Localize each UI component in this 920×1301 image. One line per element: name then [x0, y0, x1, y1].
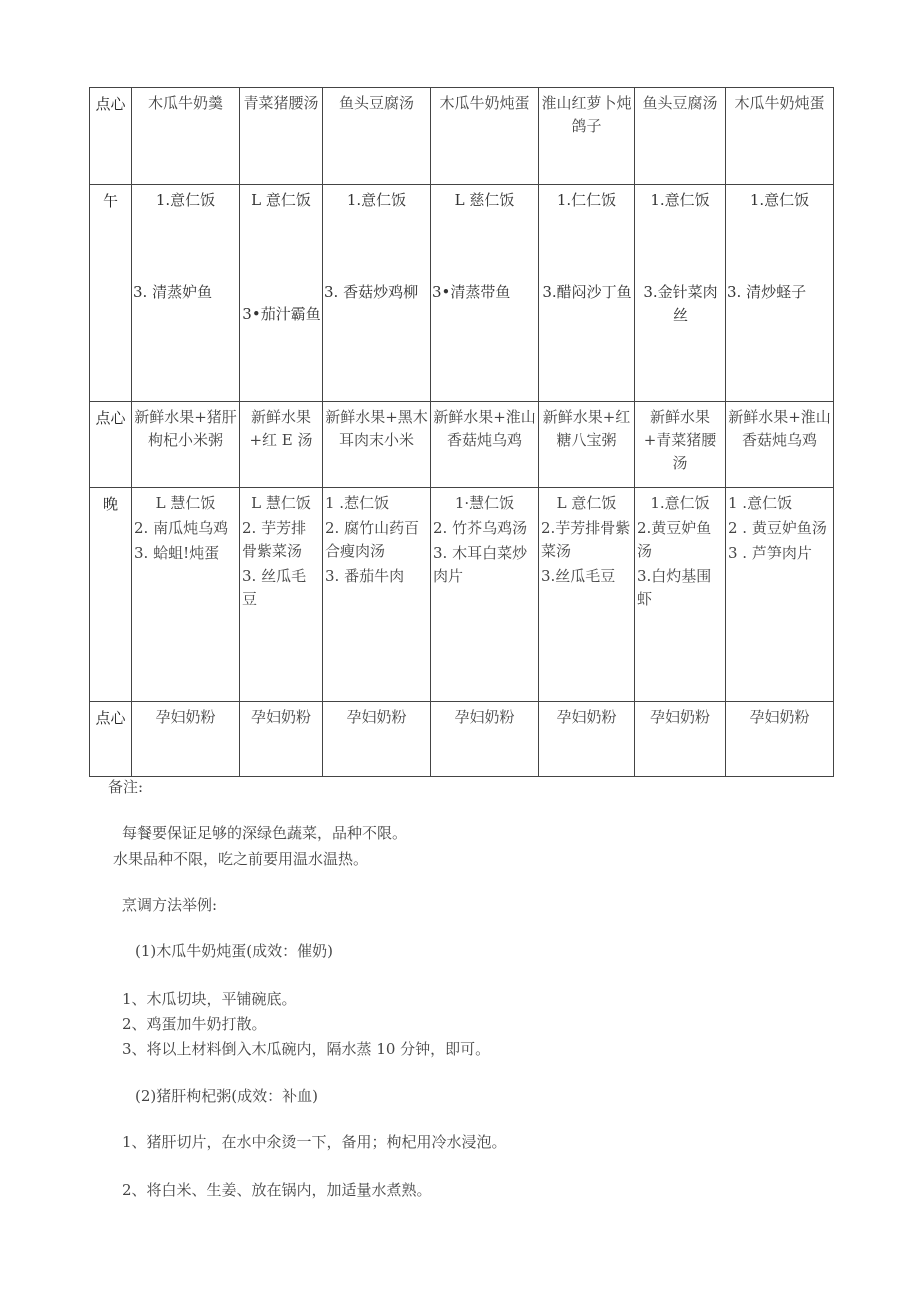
menu-cell	[240, 185, 323, 402]
notes-line: 每餐要保证足够的深绿色蔬菜，品种不限。	[122, 824, 408, 842]
dish: 3.丝瓜毛豆	[541, 567, 616, 585]
dish: 3. 木耳白菜炒肉片	[433, 544, 528, 585]
menu-cell	[539, 488, 635, 702]
recipe-title: (1)木瓜牛奶炖蛋(成效：催奶)	[135, 942, 333, 960]
menu-cell: 新鲜水果+猪肝枸杞小米粥	[132, 402, 240, 488]
dish: L 慧仁饭	[155, 494, 216, 512]
menu-cell	[132, 488, 240, 702]
dinner-row	[90, 488, 834, 702]
dish-main: 3•清蒸带鱼	[432, 283, 511, 301]
row-label: 点心	[90, 402, 132, 488]
snack-row-morning	[90, 88, 834, 185]
menu-cell: 新鲜水果+青菜猪腰汤	[635, 402, 726, 488]
dish: 1 .意仁饭	[728, 494, 793, 512]
menu-cell	[726, 488, 834, 702]
menu-cell	[323, 488, 431, 702]
menu-cell: 新鲜水果+黑木耳肉末小米	[323, 402, 431, 488]
dish-rice: L 意仁饭	[251, 191, 311, 209]
dish: L 意仁饭	[556, 494, 617, 512]
recipe-title: (2)猪肝枸杞粥(成效：补血)	[135, 1087, 318, 1105]
dish: 2. 腐竹山药百合瘦肉汤	[325, 519, 420, 560]
dish: 3. 丝瓜毛豆	[242, 567, 307, 608]
snack-row-afternoon	[90, 402, 834, 488]
menu-cell	[726, 185, 834, 402]
menu-cell: 木瓜牛奶羹	[132, 88, 240, 185]
dish-rice: 1.意仁饭	[650, 191, 710, 209]
menu-cell: 木瓜牛奶炖蛋	[726, 88, 834, 185]
menu-cell	[431, 185, 539, 402]
menu-cell	[323, 185, 431, 402]
menu-cell: 淮山红萝卜炖鸽子	[539, 88, 635, 185]
dish-main: 3.醋闷沙丁鱼	[542, 283, 632, 301]
dish-rice: 1.仁仁饭	[556, 191, 617, 209]
dish-rice: 1.意仁饭	[155, 191, 216, 209]
menu-cell: 孕妇奶粉	[539, 702, 635, 777]
menu-cell	[635, 488, 726, 702]
dish-rice: 1.意仁饭	[749, 191, 810, 209]
menu-cell: 孕妇奶粉	[323, 702, 431, 777]
dish: 1·慧仁饭	[454, 494, 515, 512]
recipe-step: 3、将以上材料倒入木瓜碗内，隔水蒸 10 分钟，即可。	[122, 1040, 491, 1058]
recipe-step: 2、鸡蛋加牛奶打散。	[122, 1015, 267, 1033]
row-label: 点心	[90, 88, 132, 185]
dish: 3. 蛤蛆!炖蛋	[134, 544, 220, 562]
meal-plan-table	[89, 87, 834, 777]
dish: 2.芋芳排骨紫菜汤	[541, 519, 631, 560]
dish: 2 . 黄豆妒鱼汤	[728, 519, 827, 537]
dish: 1.意仁饭	[650, 494, 710, 512]
menu-cell: 新鲜水果+红糖八宝粥	[539, 402, 635, 488]
menu-cell	[240, 488, 323, 702]
menu-cell: 孕妇奶粉	[240, 702, 323, 777]
dish-main: 3. 清蒸妒鱼	[133, 283, 213, 301]
menu-cell: 新鲜水果+红 E 汤	[240, 402, 323, 488]
snack-row-night	[90, 702, 834, 777]
menu-cell: 孕妇奶粉	[431, 702, 539, 777]
notes-line: 水果品种不限，吃之前要用温水温热。	[113, 850, 369, 868]
dish-rice: 1.意仁饭	[346, 191, 407, 209]
row-label: 点心	[90, 702, 132, 777]
menu-cell: 孕妇奶粉	[635, 702, 726, 777]
menu-cell	[539, 185, 635, 402]
menu-cell: 孕妇奶粉	[726, 702, 834, 777]
dish-main: 3•茄汁霸鱼	[242, 305, 321, 323]
menu-cell: 鱼头豆腐汤	[323, 88, 431, 185]
dish: 2. 南瓜炖乌鸡	[134, 519, 229, 537]
dish-rice: L 慈仁饭	[454, 191, 515, 209]
menu-cell: 新鲜水果+淮山香菇炖乌鸡	[431, 402, 539, 488]
dish-main: 3. 清炒蛏子	[727, 283, 807, 301]
menu-cell	[431, 488, 539, 702]
row-label: 午	[90, 185, 132, 402]
menu-cell	[132, 185, 240, 402]
recipe-step: 1、猪肝切片，在水中氽烫一下，备用；枸杞用冷水浸泡。	[122, 1133, 507, 1151]
dish: 1 .惹仁饭	[325, 494, 390, 512]
menu-cell: 青菜猪腰汤	[240, 88, 323, 185]
dish: 2. 竹芥乌鸡汤	[433, 519, 528, 537]
recipe-step: 2、将白米、生姜、放在锅内，加适量水煮熟。	[122, 1181, 432, 1199]
dish: 3.白灼基围虾	[637, 567, 712, 608]
lunch-row	[90, 185, 834, 402]
dish-main: 3.金针菜肉丝	[643, 283, 718, 324]
notes-heading: 备注:	[108, 778, 144, 796]
menu-cell: 新鲜水果+淮山香菇炖乌鸡	[726, 402, 834, 488]
recipe-step: 1、木瓜切块，平铺碗底。	[122, 990, 297, 1008]
dish: 2. 芋芳排骨紫菜汤	[242, 519, 307, 560]
menu-cell: 鱼头豆腐汤	[635, 88, 726, 185]
dish: 2.黄豆妒鱼汤	[637, 519, 712, 560]
dish: 3 . 芦笋肉片	[728, 544, 812, 562]
menu-cell	[635, 185, 726, 402]
dish-main: 3. 香菇炒鸡柳	[324, 283, 419, 301]
row-label: 晚	[90, 488, 132, 702]
menu-cell: 木瓜牛奶炖蛋	[431, 88, 539, 185]
menu-cell: 孕妇奶粉	[132, 702, 240, 777]
dish: L 慧仁饭	[251, 494, 311, 512]
cooking-heading: 烹调方法举例:	[122, 896, 218, 914]
dish: 3. 番茄牛肉	[325, 567, 405, 585]
